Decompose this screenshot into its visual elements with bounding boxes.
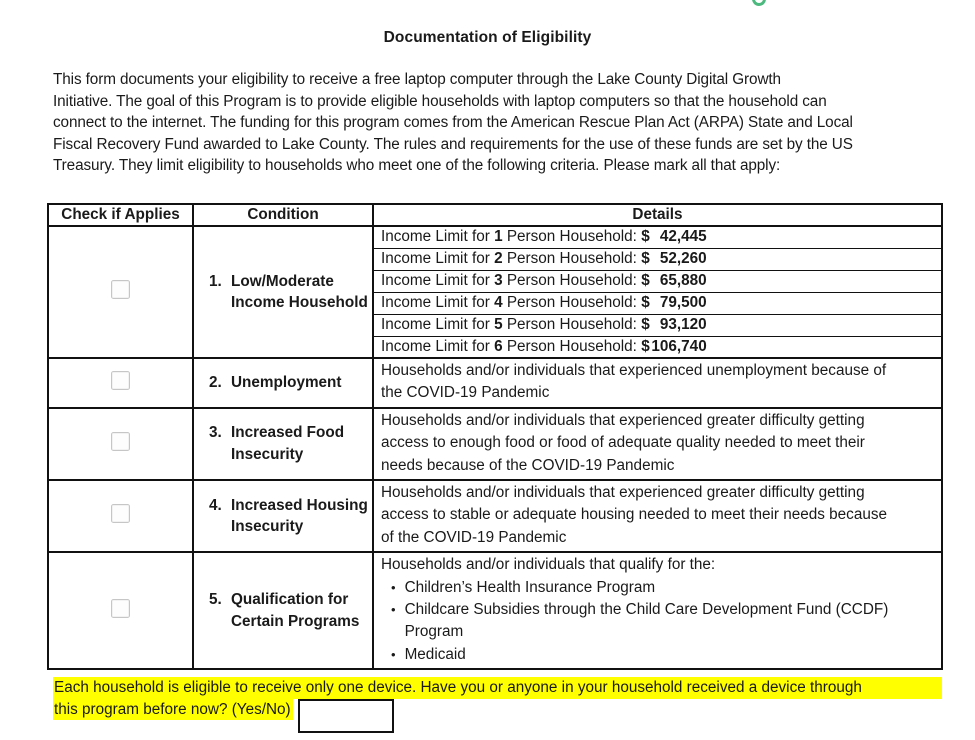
condition-number: 4. [209,496,222,514]
details-line: Households and/or individuals that qualify for the: [381,556,716,574]
bullet-text [405,599,889,644]
condition-line: Insecurity [231,518,304,536]
income-limit-row-6: Income Limit for 6 Person Household: $ 106,740 [373,336,942,358]
condition-1 [193,226,373,358]
condition-number: 5. [209,591,222,609]
checkbox-cell-row-3 [48,408,193,480]
condition-number: 3. [209,424,222,442]
table-row [48,226,942,248]
checkbox-cell-row-4 [48,480,193,552]
details-line: access to enough food or food of adequate quality needed to meet their [381,434,865,452]
one-device-notice [53,677,942,733]
checkbox-row-4[interactable] [111,504,130,523]
checkbox-row-5[interactable] [111,599,130,618]
condition-line: Low/Moderate [231,272,334,290]
condition-line: Insecurity [231,445,304,463]
details-line: Households and/or individuals that experienced greater difficulty getting [381,411,865,429]
details-3 [373,408,942,480]
intro-line: Fiscal Recovery Fund awarded to Lake County. The rules and requirements for the use of these funds are set by the US [53,135,853,153]
income-limit-row-5: Income Limit for 5 Person Household: $ 93,120 [373,314,942,336]
details-line: of the COVID-19 Pandemic [381,528,567,546]
page-title: Documentation of Eligibility [383,29,592,46]
bullet-item [381,644,937,666]
details-line: access to stable or adequate housing needed to meet their needs because [381,506,887,524]
bullet-icon: • [391,579,396,595]
details-5 [373,552,942,669]
notice-line: Each household is eligible to receive only one device. Have you or anyone in your household received a device through [53,677,942,699]
checkbox-cell-row-2 [48,358,193,408]
condition-number: 2. [209,374,222,392]
condition-label [231,422,344,465]
header-check-if-applies: Check if Applies [48,204,193,226]
condition-line: Qualification for [231,591,349,609]
bullet-item [381,599,937,644]
condition-line: Income Household [231,294,368,311]
bullet-icon: • [391,646,396,662]
bullet-icon: • [391,602,396,618]
condition-line: Increased Food [231,424,345,442]
details-line: Households and/or individuals that experienced greater difficulty getting [381,484,865,502]
checkbox-row-1[interactable] [111,280,130,299]
income-limit-row-1: Income Limit for 1 Person Household: $ 42,445 [373,226,942,248]
table-row [48,480,942,552]
table-row [48,408,942,480]
header-details: Details [373,204,942,226]
income-limit-row-4: Income Limit for 4 Person Household: $ 79,500 [373,292,942,314]
income-limit-row-2: Income Limit for 2 Person Household: $ 52,260 [373,248,942,270]
details-line: Households and/or individuals that experienced unemployment because of [381,362,887,379]
details-2 [373,358,942,408]
checkbox-row-3[interactable] [111,432,130,451]
condition-2 [193,358,373,408]
header-condition: Condition [193,204,373,226]
intro-line: Initiative. The goal of this Program is to provide eligible households with laptop computers so that the household can [53,92,827,110]
table-row [48,358,942,408]
condition-label [231,589,359,632]
intro-line: Treasury. They limit eligibility to households who meet one of the following criteria. Please mark all that apply: [53,157,781,175]
bullet-line: Program [404,623,464,641]
bullet-line: Childcare Subsidies through the Child Care Development Fund (CCDF) [404,601,889,619]
bullet-text: Children’s Health Insurance Program [404,578,656,596]
green-check-icon [752,0,766,6]
condition-label: Unemployment [231,374,342,392]
condition-line: Increased Housing [231,496,368,514]
details-line: needs because of the COVID-19 Pandemic [381,456,675,474]
table-header-row [48,204,942,226]
condition-line: Certain Programs [231,612,360,630]
bullet-item [381,577,937,599]
eligibility-table [47,203,943,670]
table-row [48,552,942,669]
intro-line: connect to the internet. The funding for this program comes from the American Rescue Plan Act (ARPA) State and Local [53,114,853,132]
intro-paragraph [53,69,948,177]
details-line: the COVID-19 Pandemic [381,384,550,402]
condition-4 [193,480,373,552]
yes-no-answer-box[interactable] [298,699,394,733]
checkbox-row-2[interactable] [111,371,130,390]
condition-3 [193,408,373,480]
notice-line: this program before now? (Yes/No) [53,699,293,721]
condition-number: 1. [209,272,222,290]
details-4 [373,480,942,552]
condition-5 [193,552,373,669]
bullet-text: Medicaid [404,645,466,663]
income-limit-row-3: Income Limit for 3 Person Household: $ 65,880 [373,270,942,292]
condition-label [231,271,368,314]
condition-label [231,495,368,538]
intro-line: This form documents your eligibility to receive a free laptop computer through the Lake County Digital Growth [53,71,781,88]
checkbox-cell-row-5 [48,552,193,669]
checkbox-cell-row-1 [48,226,193,358]
